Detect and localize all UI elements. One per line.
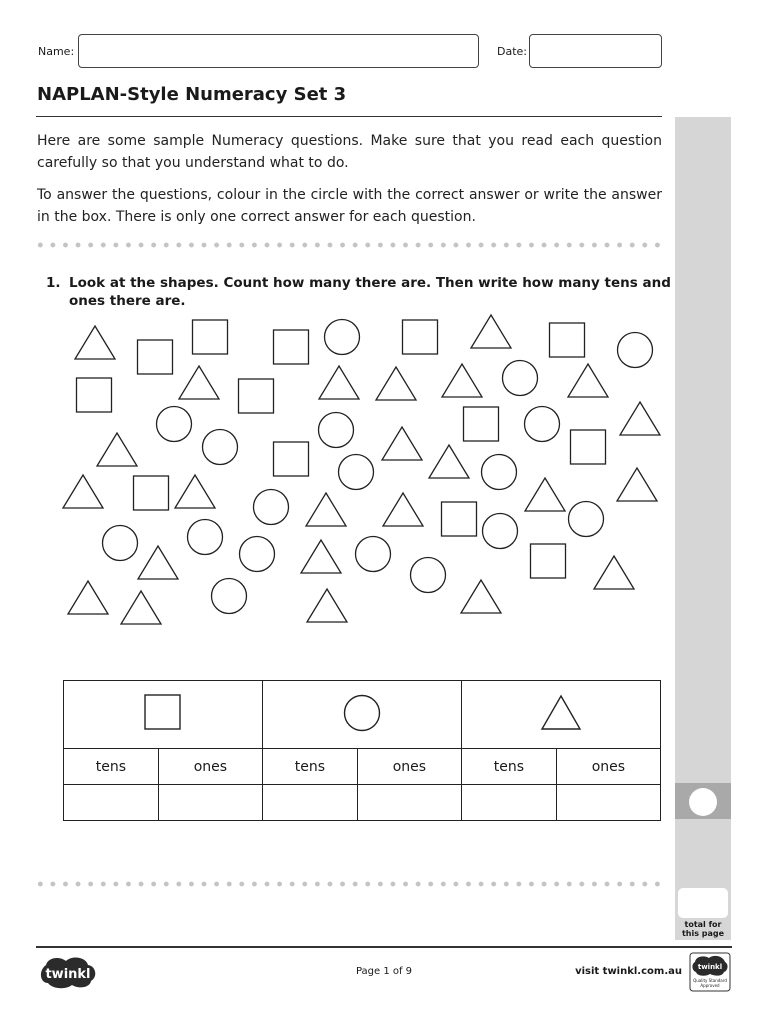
triangle-ones-answer[interactable] <box>556 785 660 821</box>
visit-link[interactable]: visit twinkl.com.au <box>575 966 682 977</box>
triangle-ones-label: ones <box>556 749 660 785</box>
triangle-shape <box>382 427 422 460</box>
circle-shape <box>325 320 360 355</box>
title-rule <box>36 116 662 117</box>
triangle-shape <box>594 556 634 589</box>
square-shape <box>134 476 169 510</box>
triangle-shape <box>429 445 469 478</box>
square-header-cell <box>64 681 263 749</box>
circle-shape <box>569 502 604 537</box>
intro-paragraph-1: Here are some sample Numeracy questions. Make sure that you read each question carefully so that you understand what to do. <box>37 133 662 171</box>
date-label: Date: <box>497 45 527 58</box>
circle-shape <box>525 407 560 442</box>
square-shape <box>442 502 477 536</box>
triangle-shape <box>68 581 108 614</box>
total-label-line1: total for <box>684 920 722 929</box>
name-label: Name: <box>38 45 75 58</box>
triangle-shape <box>75 326 115 359</box>
circle-shape <box>240 537 275 572</box>
page-number: Page 1 of 9 <box>355 966 413 977</box>
badge-caption-1: Quality Standard <box>693 978 727 983</box>
square-shape <box>193 320 228 354</box>
square-tens-answer[interactable] <box>64 785 159 821</box>
triangle-shape <box>179 366 219 399</box>
intro-paragraph-2: To answer the questions, colour in the circle with the correct answer or write the answer in the box. There is only one correct answer for each question. <box>37 187 662 225</box>
square-shape <box>138 340 173 374</box>
question-text-line2: ones there are. <box>69 293 186 309</box>
question-number: 1. <box>46 275 61 291</box>
square-shape <box>77 378 112 412</box>
dotted-divider-bottom <box>34 881 664 887</box>
triangle-shape <box>471 315 511 348</box>
circle-icon <box>342 693 382 733</box>
triangle-shape <box>138 546 178 579</box>
triangle-tens-answer[interactable] <box>461 785 556 821</box>
triangle-header-cell <box>461 681 660 749</box>
square-shape <box>274 442 309 476</box>
circle-shape <box>188 520 223 555</box>
triangle-shape <box>307 589 347 622</box>
circle-shape <box>618 333 653 368</box>
mark-circle[interactable] <box>689 788 717 816</box>
triangle-shape <box>319 366 359 399</box>
circle-tens-label: tens <box>262 749 357 785</box>
square-icon <box>143 693 183 733</box>
square-shape <box>239 379 274 413</box>
triangle-shape <box>121 591 161 624</box>
circle-shape <box>254 490 289 525</box>
shapes-area <box>50 310 670 630</box>
badge-logo-text: twinkl <box>697 963 723 971</box>
circle-tens-answer[interactable] <box>262 785 357 821</box>
page-title: NAPLAN-Style Numeracy Set 3 <box>37 84 347 105</box>
answer-table <box>63 680 661 821</box>
circle-shape <box>212 579 247 614</box>
circle-shape <box>157 407 192 442</box>
square-ones-label: ones <box>158 749 262 785</box>
triangle-shape <box>620 402 660 435</box>
square-tens-label: tens <box>64 749 159 785</box>
triangle-shape <box>442 364 482 397</box>
circle-shape <box>482 455 517 490</box>
square-shape <box>571 430 606 464</box>
circle-shape <box>483 514 518 549</box>
triangle-shape <box>617 468 657 501</box>
logo-text: twinkl <box>45 967 91 982</box>
square-ones-answer[interactable] <box>158 785 262 821</box>
quality-badge <box>689 952 731 992</box>
square-shape <box>464 407 499 441</box>
question-text-line1: Look at the shapes. Count how many there are. Then write how many tens and <box>69 275 671 291</box>
circle-header-cell <box>262 681 461 749</box>
triangle-shape <box>306 493 346 526</box>
name-field[interactable] <box>78 34 479 68</box>
square-shape <box>403 320 438 354</box>
circle-shape <box>339 455 374 490</box>
total-box[interactable] <box>678 888 728 918</box>
square-shape <box>531 544 566 578</box>
circle-shape <box>203 430 238 465</box>
triangle-shape <box>383 493 423 526</box>
circle-shape <box>356 537 391 572</box>
circle-shape <box>103 526 138 561</box>
triangle-icon <box>539 693 583 733</box>
triangle-shape <box>301 540 341 573</box>
circle-shape <box>319 413 354 448</box>
circle-shape <box>503 361 538 396</box>
triangle-shape <box>525 478 565 511</box>
total-label <box>675 920 731 938</box>
date-field[interactable] <box>529 34 662 68</box>
triangle-shape <box>376 367 416 400</box>
total-label-line2: this page <box>681 929 725 938</box>
triangle-shape <box>461 580 501 613</box>
badge-caption-2: Approved <box>700 983 720 988</box>
circle-shape <box>411 558 446 593</box>
triangle-shape <box>97 433 137 466</box>
triangle-shape <box>568 364 608 397</box>
dotted-divider-top <box>34 242 664 248</box>
triangle-shape <box>63 475 103 508</box>
circle-ones-answer[interactable] <box>357 785 461 821</box>
square-shape <box>550 323 585 357</box>
triangle-tens-label: tens <box>461 749 556 785</box>
square-shape <box>274 330 309 364</box>
circle-ones-label: ones <box>357 749 461 785</box>
footer-rule <box>36 946 732 948</box>
triangle-shape <box>175 475 215 508</box>
